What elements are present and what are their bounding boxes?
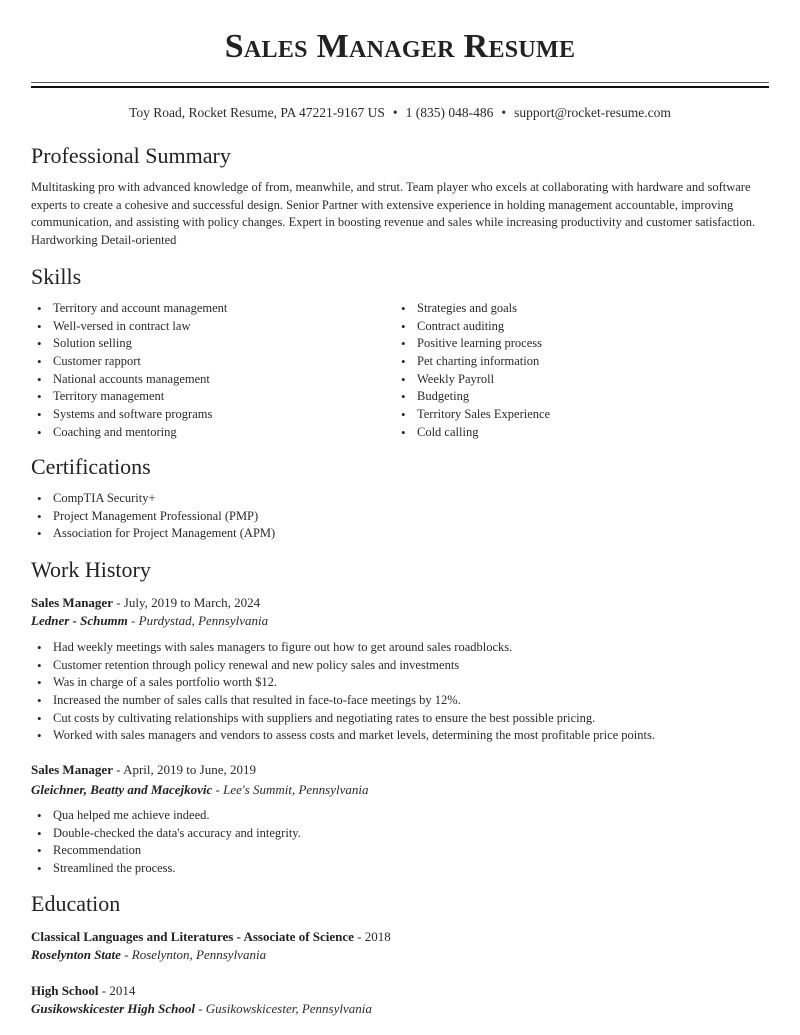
- job-bullet: • Double-checked the data's accuracy and integrity.: [31, 825, 301, 843]
- job-bullet: • Customer retention through policy renewal and new policy sales and investments: [31, 657, 655, 675]
- skills-list-right: [395, 300, 550, 442]
- skill-item: • Territory management: [31, 388, 227, 406]
- job-bullet: • Cut costs by cultivating relationships with suppliers and negotiating rates to ensure the best possible pricing.: [31, 710, 655, 728]
- job-title: Sales Manager: [31, 595, 113, 610]
- education-school: Gusikowskicester High School: [31, 1001, 195, 1016]
- job-title: Sales Manager: [31, 762, 113, 777]
- job-bullets: [31, 807, 301, 878]
- job-title-line: [31, 594, 260, 612]
- education-location: - Gusikowskicester, Pennsylvania: [194, 1001, 372, 1016]
- job-company: Gleichner, Beatty and Macejkovic: [31, 782, 213, 797]
- education-location: - Roselynton, Pennsylvania: [120, 947, 267, 962]
- skill-item: • Contract auditing: [395, 318, 550, 336]
- job-bullet: • Had weekly meetings with sales managers to figure out how to get around sales roadblocks.: [31, 639, 655, 657]
- education-degree-line: [31, 982, 135, 1000]
- contact-email[interactable]: support@rocket-resume.com: [514, 105, 671, 120]
- education-school-line: [31, 946, 266, 964]
- education-degree-line: [31, 928, 391, 946]
- job-bullet: • Streamlined the process.: [31, 860, 301, 878]
- job-title-line: [31, 761, 256, 779]
- skill-item: • Territory and account management: [31, 300, 227, 318]
- job-location: - Purdystad, Pennsylvania: [127, 613, 269, 628]
- section-heading-summary: Professional Summary: [31, 143, 231, 168]
- section-heading-education: Education: [31, 891, 121, 916]
- certifications-list: [31, 490, 275, 543]
- skill-item: • Coaching and mentoring: [31, 424, 227, 442]
- education-school: Roselynton State: [31, 947, 121, 962]
- certification-item: • Project Management Professional (PMP): [31, 508, 275, 526]
- job-bullet: • Qua helped me achieve indeed.: [31, 807, 301, 825]
- contact-address: Toy Road, Rocket Resume, PA 47221-9167 US: [129, 105, 385, 120]
- skill-item: • Cold calling: [395, 424, 550, 442]
- education-year: - 2018: [353, 929, 391, 944]
- title-divider-thick: [31, 86, 769, 88]
- education-degree: Classical Languages and Literatures - Associate of Science: [31, 929, 354, 944]
- skill-item: • Solution selling: [31, 335, 227, 353]
- contact-line: [31, 105, 769, 121]
- job-bullet: • Recommendation: [31, 842, 301, 860]
- education-degree: High School: [31, 983, 99, 998]
- skill-item: • Weekly Payroll: [395, 371, 550, 389]
- skill-item: • Well-versed in contract law: [31, 318, 227, 336]
- bullet-separator: •: [501, 105, 507, 120]
- job-company-line: [31, 612, 268, 630]
- section-heading-certifications: Certifications: [31, 454, 151, 479]
- certification-item: • Association for Project Management (APM): [31, 525, 275, 543]
- education-year: - 2014: [98, 983, 136, 998]
- skill-item: • Territory Sales Experience: [395, 406, 550, 424]
- skill-item: • Budgeting: [395, 388, 550, 406]
- job-bullet: • Increased the number of sales calls that resulted in face-to-face meetings by 12%.: [31, 692, 655, 710]
- job-bullets: [31, 639, 655, 745]
- job-dates: - April, 2019 to June, 2019: [112, 762, 256, 777]
- section-heading-skills: Skills: [31, 264, 82, 289]
- skill-item: • National accounts management: [31, 371, 227, 389]
- contact-phone: 1 (835) 048-486: [405, 105, 494, 120]
- job-bullet: • Was in charge of a sales portfolio worth $12.: [31, 674, 655, 692]
- skill-item: • Systems and software programs: [31, 406, 227, 424]
- certification-item: • CompTIA Security+: [31, 490, 275, 508]
- skill-item: • Strategies and goals: [395, 300, 550, 318]
- job-bullet: • Worked with sales managers and vendors to assess costs and market levels, determining the most profitable price points.: [31, 727, 655, 745]
- skill-item: • Positive learning process: [395, 335, 550, 353]
- bullet-separator: •: [392, 105, 398, 120]
- title-divider-thin: [31, 82, 769, 83]
- section-heading-work-history: Work History: [31, 557, 151, 582]
- skills-list-left: [31, 300, 227, 442]
- skill-item: • Customer rapport: [31, 353, 227, 371]
- summary-text: Multitasking pro with advanced knowledge of from, meanwhile, and strut. Team player who excels at collaborating with hardware and software experts to create a cohesive and successful design. Senior Partner with extensive experience in holding management accountable, improving communication, and assisting with policy changes. Expert in boosting revenue and sales while increasing productivity and customer satisfaction. Hardworking Detail-oriented: [31, 180, 756, 248]
- job-company: Ledner - Schumm: [31, 613, 128, 628]
- education-school-line: [31, 1000, 372, 1018]
- resume-title: Sales Manager Resume: [224, 28, 576, 65]
- job-location: - Lee's Summit, Pennsylvania: [212, 782, 369, 797]
- job-company-line: [31, 781, 369, 799]
- job-dates: - July, 2019 to March, 2024: [112, 595, 261, 610]
- skill-item: • Pet charting information: [395, 353, 550, 371]
